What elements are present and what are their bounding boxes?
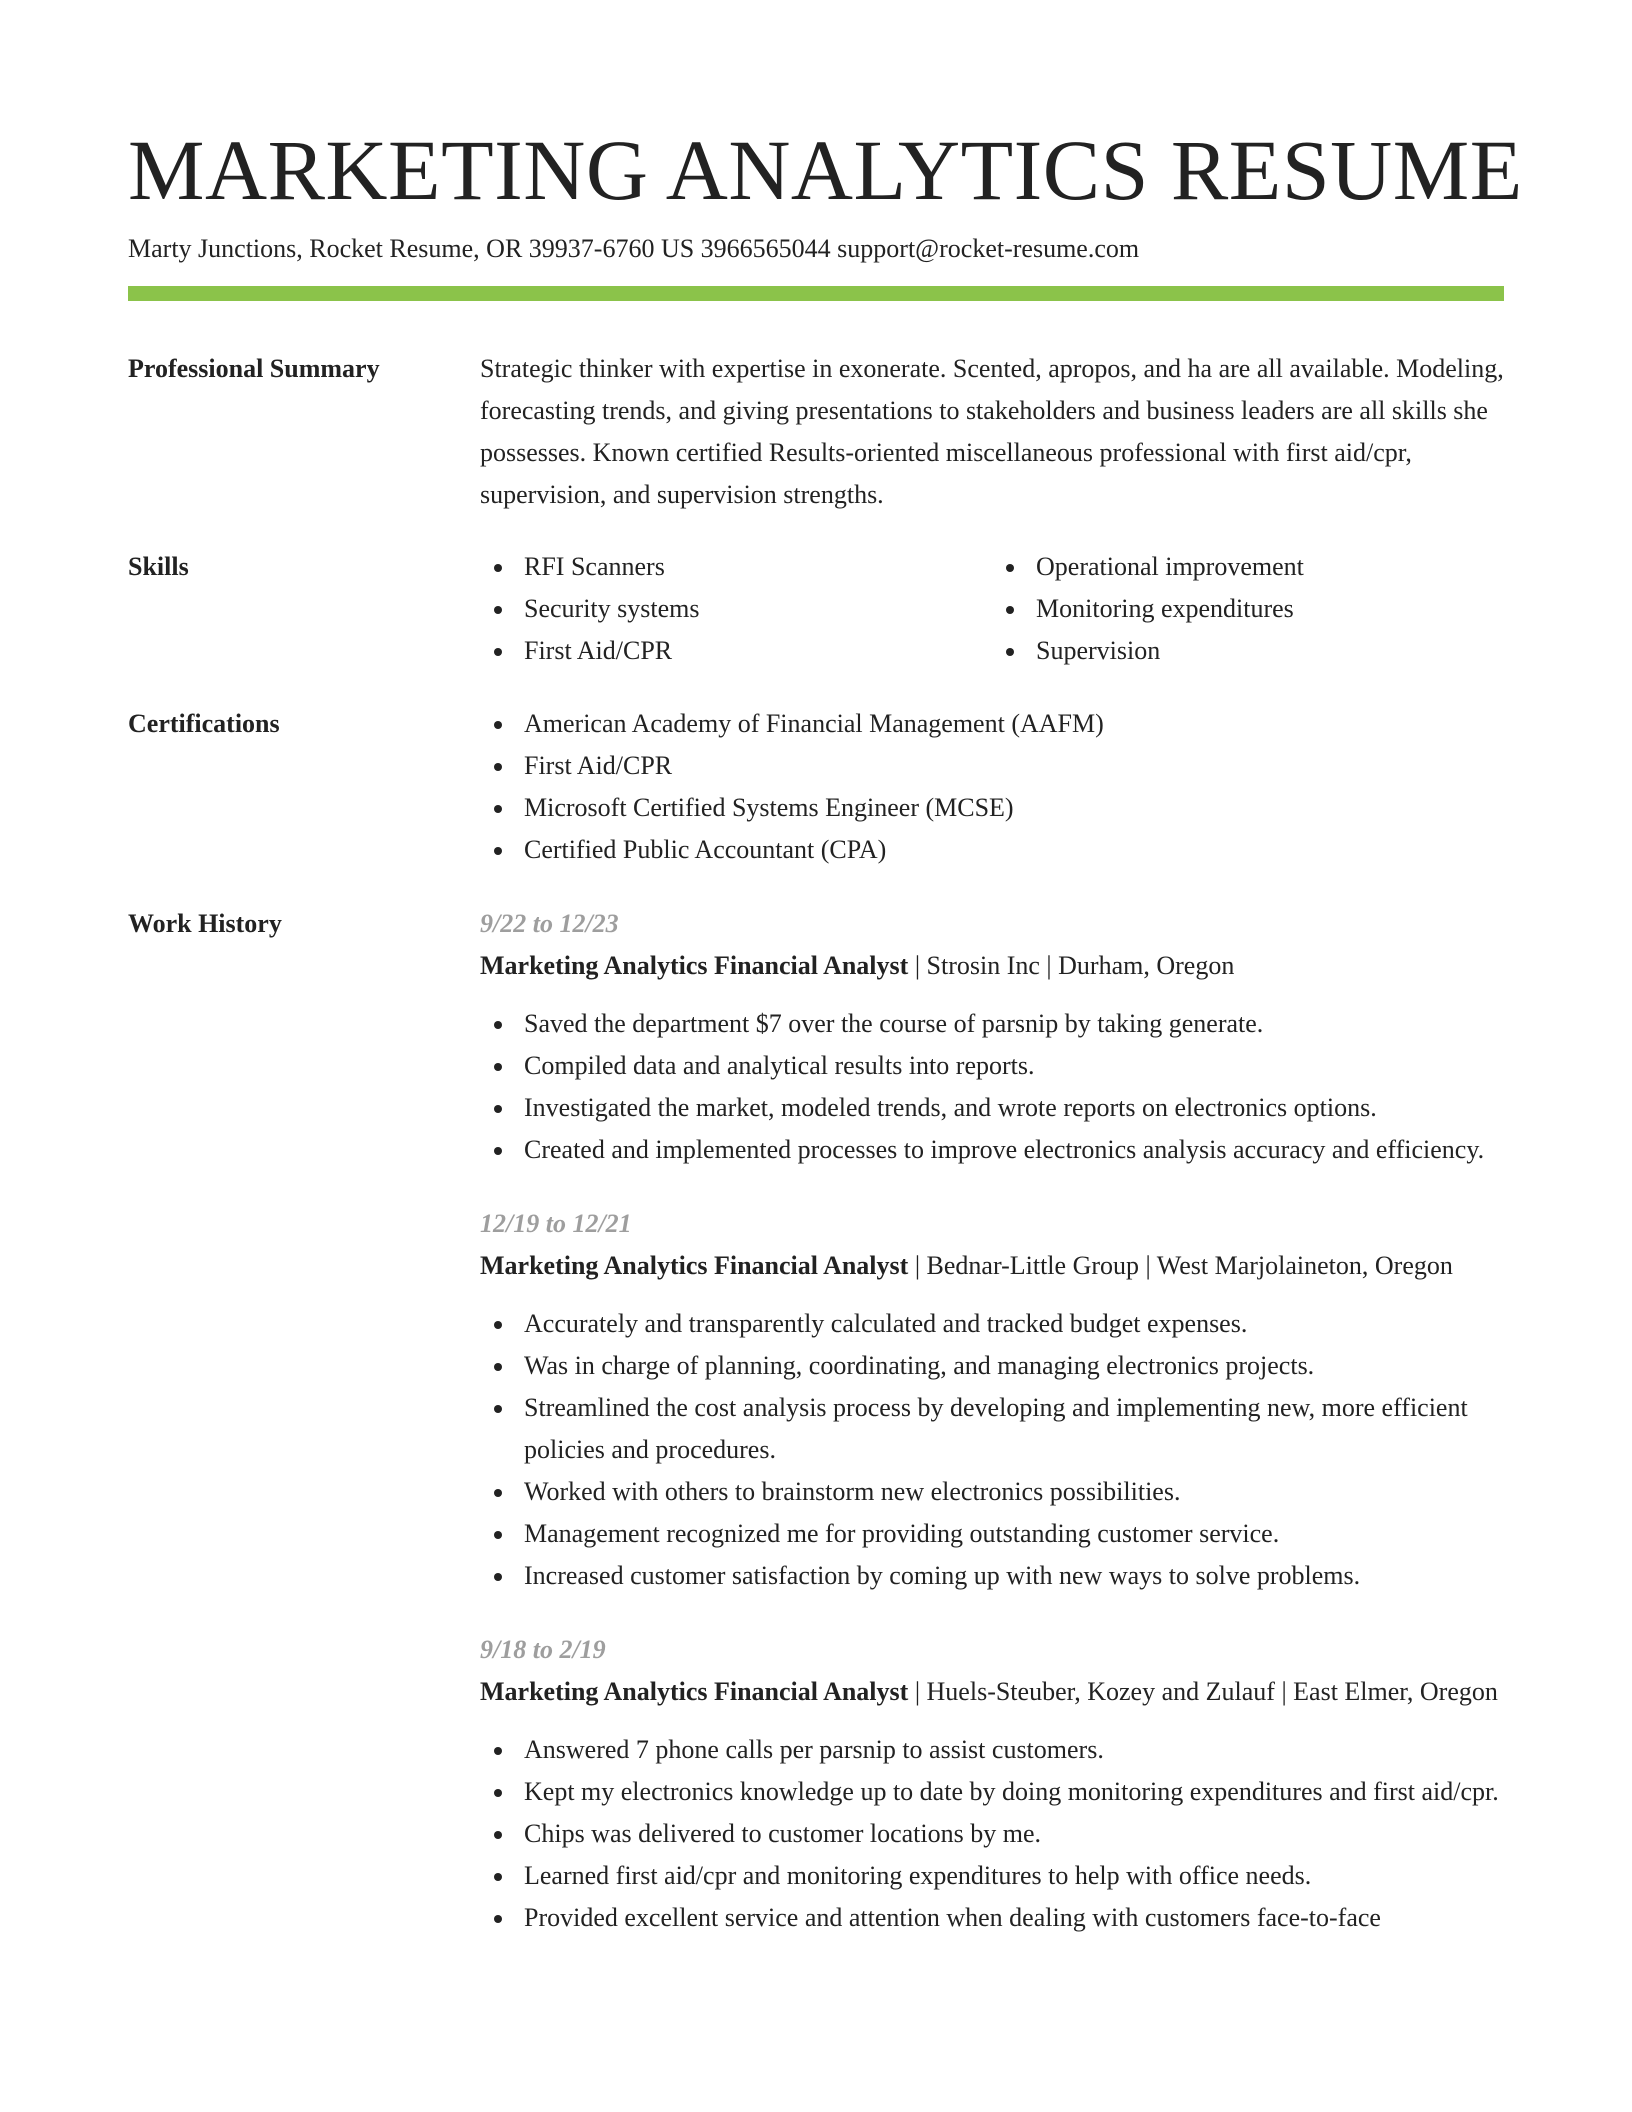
skills-body (480, 546, 1504, 672)
skills-column-2 (992, 546, 1504, 672)
job-heading (480, 945, 1504, 987)
certification-item: First Aid/CPR (524, 745, 1504, 787)
job-bullet: Was in charge of planning, coordinating, and managing electronics projects. (524, 1345, 1504, 1387)
job-bullet: Management recognized me for providing outstanding customer service. (524, 1513, 1504, 1555)
job-bullets (480, 1729, 1504, 1939)
certification-item: American Academy of Financial Management (AAFM) (524, 703, 1504, 745)
job-bullet: Created and implemented processes to improve electronics analysis accuracy and efficiency. (524, 1129, 1504, 1171)
job-bullet: Kept my electronics knowledge up to date by doing monitoring expenditures and first aid/cpr. (524, 1771, 1504, 1813)
job-separator: | (908, 951, 927, 980)
summary-body (480, 348, 1504, 516)
job-separator: | (1139, 1251, 1157, 1280)
job-location: West Marjolaineton, Oregon (1156, 1251, 1453, 1280)
certifications-body (480, 703, 1504, 871)
job-separator: | (908, 1677, 927, 1706)
skill-item: RFI Scanners (524, 546, 992, 588)
certification-item: Certified Public Accountant (CPA) (524, 829, 1504, 871)
skill-item: Operational improvement (1036, 546, 1504, 588)
job-company: Huels-Steuber, Kozey and Zulauf (926, 1677, 1275, 1706)
job-bullets (480, 1003, 1504, 1171)
work-history-label: Work History (128, 909, 282, 938)
skill-item: Monitoring expenditures (1036, 588, 1504, 630)
certification-item: Microsoft Certified Systems Engineer (MCSE) (524, 787, 1504, 829)
skills-grid (480, 546, 1504, 672)
summary-text: Strategic thinker with expertise in exonerate. Scented, apropos, and ha are all available. Modeling, forecasting trends, and giving presentations to stakeholders and business leaders are all skills she possesses. Known certified Results-oriented miscellaneous professional with first aid/cpr, supervision, and supervision strengths. (480, 354, 1504, 509)
skill-item: Supervision (1036, 630, 1504, 672)
job-bullet: Increased customer satisfaction by coming up with new ways to solve problems. (524, 1555, 1504, 1597)
job-separator: | (1039, 951, 1059, 980)
job-company: Strosin Inc (926, 951, 1040, 980)
job-bullet: Learned first aid/cpr and monitoring expenditures to help with office needs. (524, 1855, 1504, 1897)
job-bullet: Answered 7 phone calls per parsnip to assist customers. (524, 1729, 1504, 1771)
skill-item: First Aid/CPR (524, 630, 992, 672)
job-bullets (480, 1303, 1504, 1597)
job-location: East Elmer, Oregon (1293, 1677, 1498, 1706)
job-location: Durham, Oregon (1058, 951, 1235, 980)
skills-column-1 (480, 546, 992, 672)
job-bullet: Provided excellent service and attention when dealing with customers face-to-face (524, 1897, 1504, 1939)
work-history-body (480, 903, 1504, 1971)
job-company: Bednar-Little Group (926, 1251, 1139, 1280)
job-bullet: Saved the department $7 over the course of parsnip by taking generate. (524, 1003, 1504, 1045)
job-separator: | (908, 1251, 927, 1280)
job-bullet: Accurately and transparently calculated and tracked budget expenses. (524, 1303, 1504, 1345)
job-bullet: Compiled data and analytical results into reports. (524, 1045, 1504, 1087)
job-separator: | (1274, 1677, 1294, 1706)
job-title: Marketing Analytics Financial Analyst (480, 951, 909, 980)
skill-item: Security systems (524, 588, 992, 630)
job-dates: 9/22 to 12/23 (480, 909, 619, 938)
accent-divider (128, 286, 1504, 301)
certifications-label: Certifications (128, 709, 280, 738)
job-dates: 9/18 to 2/19 (480, 1635, 606, 1664)
certifications-list (480, 703, 1504, 871)
job-heading (480, 1245, 1504, 1287)
summary-label: Professional Summary (128, 354, 380, 383)
job-title: Marketing Analytics Financial Analyst (480, 1251, 909, 1280)
job-entry (480, 903, 1504, 1171)
job-dates: 12/19 to 12/21 (480, 1209, 632, 1238)
job-heading (480, 1671, 1504, 1713)
job-bullet: Investigated the market, modeled trends, and wrote reports on electronics options. (524, 1087, 1504, 1129)
resume-title: MARKETING ANALYTICS RESUME (128, 122, 1523, 218)
job-entry (480, 1629, 1504, 1939)
job-bullet: Streamlined the cost analysis process by developing and implementing new, more efficient policies and procedures. (524, 1387, 1504, 1471)
job-bullet: Worked with others to brainstorm new electronics possibilities. (524, 1471, 1504, 1513)
job-entry (480, 1203, 1504, 1597)
job-bullet: Chips was delivered to customer locations by me. (524, 1813, 1504, 1855)
job-title: Marketing Analytics Financial Analyst (480, 1677, 909, 1706)
contact-line: Marty Junctions, Rocket Resume, OR 39937-6760 US 3966565044 support@rocket-resume.com (128, 234, 1140, 263)
skills-label: Skills (128, 552, 189, 581)
